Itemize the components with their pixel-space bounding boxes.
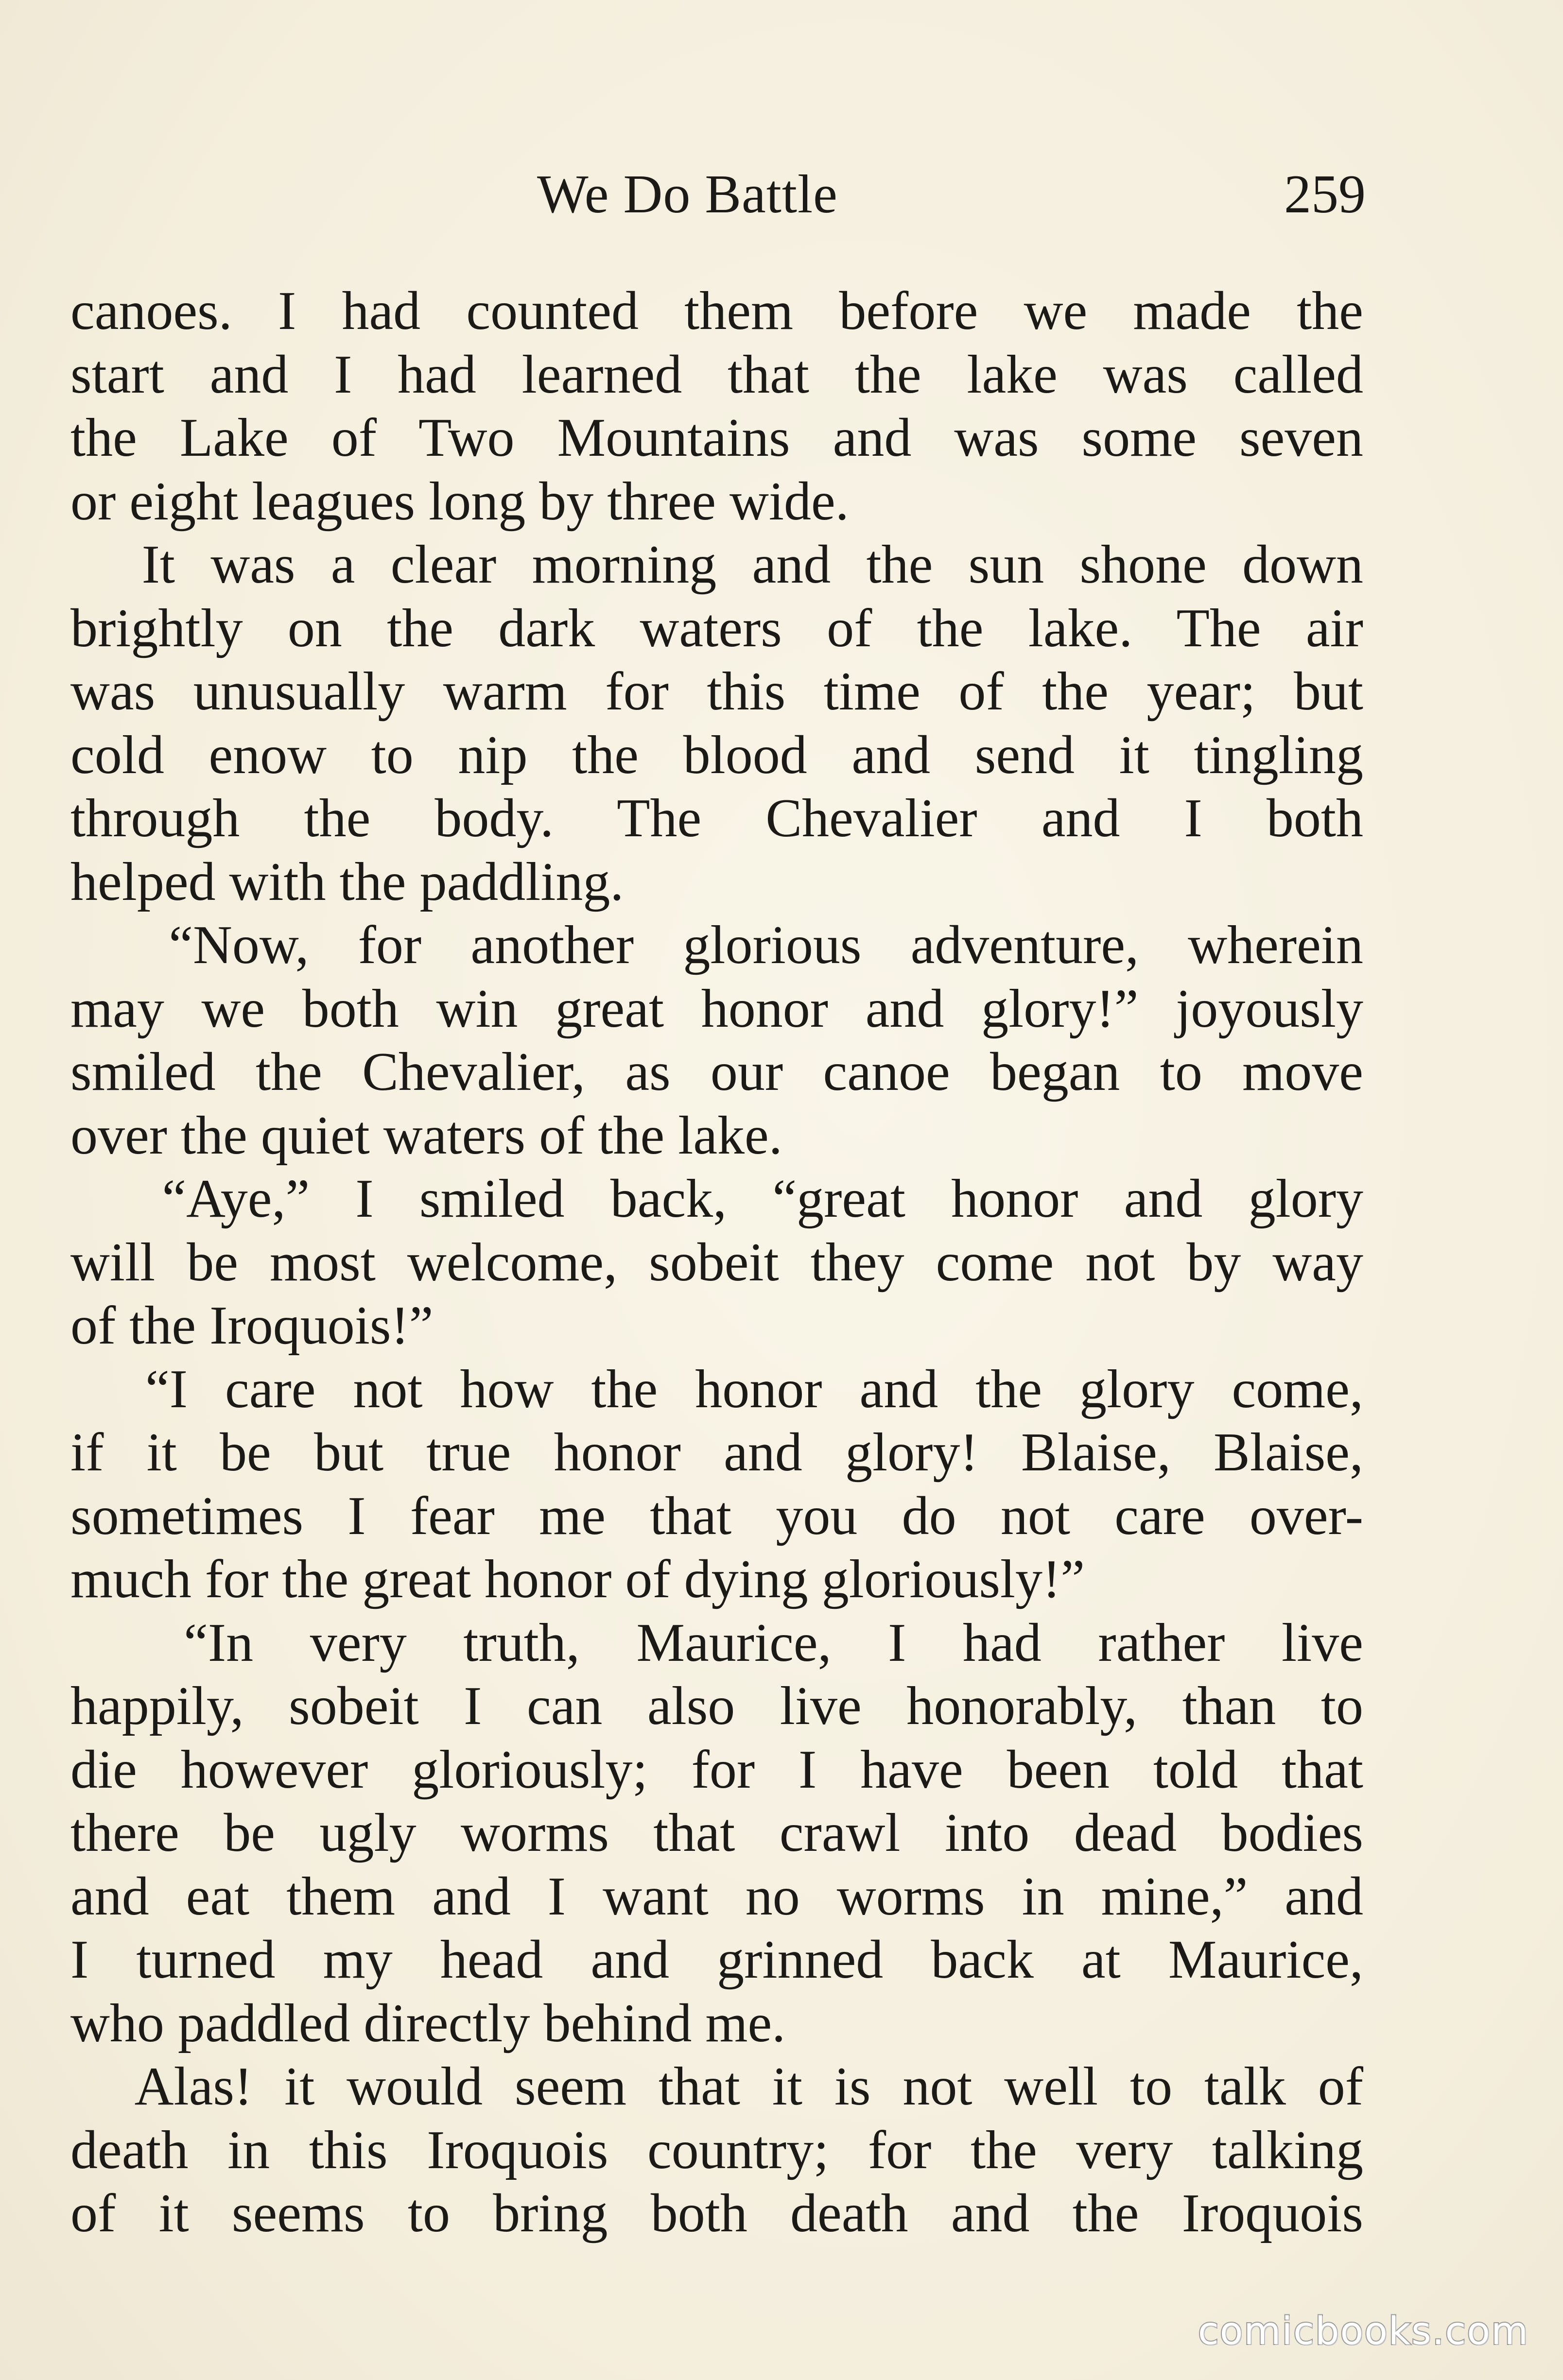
text-line: I turned my head and grinned back at Maurice, xyxy=(70,1930,1363,1990)
text-line: smiled the Chevalier, as our canoe began to move xyxy=(70,1042,1363,1102)
text-line: who paddled directly behind me. xyxy=(70,1993,786,2053)
text-line: brightly on the dark waters of the lake. The air xyxy=(70,598,1363,658)
watermark-logo: comicbooks.com xyxy=(1198,2310,1529,2353)
text-line: of the Iroquois!” xyxy=(70,1295,434,1356)
text-line: canoes. I had counted them before we made the xyxy=(70,281,1363,341)
body-text xyxy=(70,279,1363,2245)
text-line: will be most welcome, sobeit they come not by way xyxy=(70,1232,1363,1293)
running-title: We Do Battle xyxy=(537,164,838,224)
text-line: there be ugly worms that crawl into dead bodies xyxy=(70,1803,1363,1863)
text-line: and eat them and I want no worms in mine,” and xyxy=(70,1866,1363,1927)
text-line: cold enow to nip the blood and send it tingling xyxy=(70,724,1363,785)
text-line: was unusually warm for this time of the year; but xyxy=(70,661,1363,722)
text-line: the Lake of Two Mountains and was some seven xyxy=(70,408,1363,468)
running-head xyxy=(73,160,1366,228)
text-line: die however gloriously; for I have been told that xyxy=(70,1739,1363,1800)
text-line: sometimes I fear me that you do not care over- xyxy=(70,1485,1363,1546)
text-line: “Aye,” I smiled back, “great honor and glory xyxy=(70,1169,1363,1229)
text-line: death in this Iroquois country; for the very talking xyxy=(70,2120,1363,2180)
text-line: through the body. The Chevalier and I both xyxy=(70,788,1363,848)
text-line: start and I had learned that the lake was called xyxy=(70,344,1363,405)
text-line: if it be but true honor and glory! Blaise, Blaise, xyxy=(70,1422,1363,1483)
text-line: or eight leagues long by three wide. xyxy=(70,471,849,532)
text-line: helped with the paddling. xyxy=(70,851,624,912)
text-line: may we both win great honor and glory!” joyously xyxy=(70,978,1363,1039)
text-line: It was a clear morning and the sun shone down xyxy=(70,535,1363,595)
text-line: “In very truth, Maurice, I had rather live xyxy=(70,1612,1363,1673)
text-line: much for the great honor of dying gloriously!” xyxy=(70,1549,1085,1609)
text-line: “I care not how the honor and the glory come, xyxy=(70,1359,1363,1419)
page-number: 259 xyxy=(1284,164,1366,224)
text-line: over the quiet waters of the lake. xyxy=(70,1105,782,1166)
text-line: of it seems to bring both death and the Iroquois xyxy=(70,2183,1363,2243)
text-line: happily, sobeit I can also live honorably, than to xyxy=(70,1676,1363,1736)
text-line: Alas! it would seem that it is not well to talk of xyxy=(70,2056,1363,2117)
text-line: “Now, for another glorious adventure, wherein xyxy=(70,915,1363,975)
